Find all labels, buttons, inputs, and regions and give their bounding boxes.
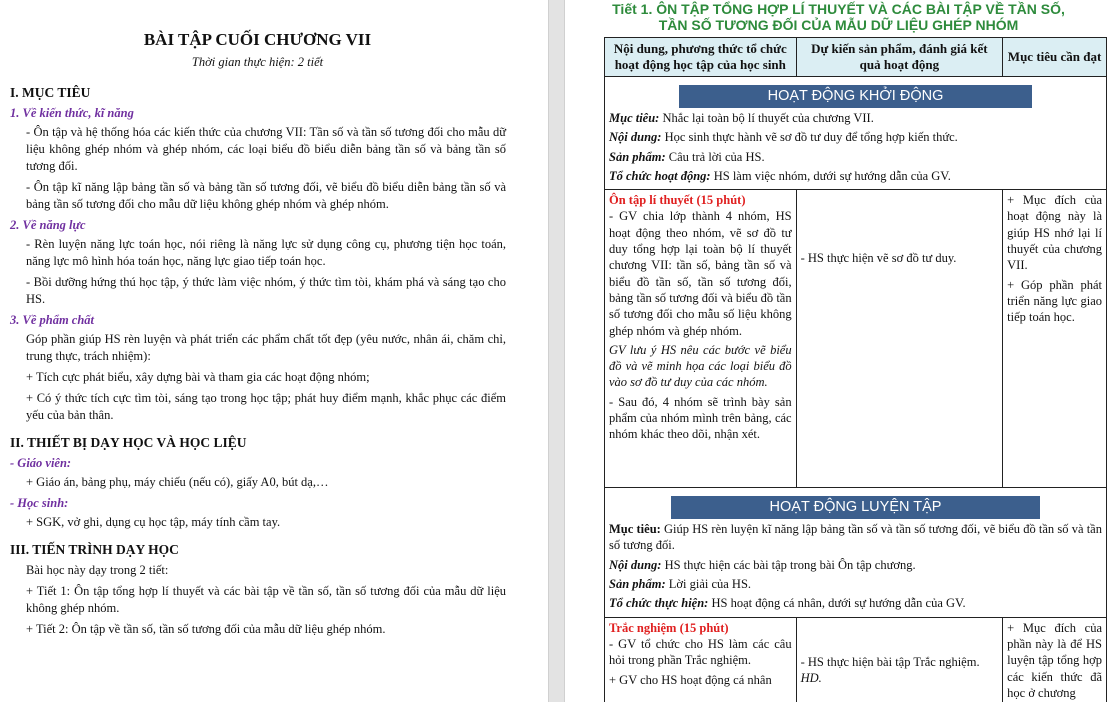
lesson-title-line: TẦN SỐ TƯƠNG ĐỐI CỦA MẪU DỮ LIỆU GHÉP NHÓM	[658, 17, 1019, 33]
paragraph: - GV chia lớp thành 4 nhóm, HS hoạt động theo nhóm, vẽ sơ đồ tư duy tổng hợp lại toàn bộ lí thuyết chương VII: tần số, bảng tần số và biểu đồ tần số, tần số tương đối, bảng tần số tương đối và biểu đồ tần số tương đối cho mẫu số liệu không ghép nhóm và ghép nhóm.	[609, 209, 792, 338]
paragraph: - HS thực hiện bài tập Trắc nghiệm.	[800, 654, 980, 669]
activity-banner: HOẠT ĐỘNG LUYỆN TẬP	[671, 496, 1040, 519]
value: Giúp HS rèn luyện kĩ năng lập bảng tần số và tần số tương đối, vẽ biểu đồ tần số và tần số tương đối.	[609, 522, 1102, 553]
paragraph: + Tiết 2: Ôn tập về tần số, tần số tương đối của mẫu dữ liệu ghép nhóm.	[26, 622, 386, 636]
column-header: Dự kiến sản phẩm, đánh giá kết quả hoạt động	[796, 38, 1003, 77]
product-cell	[796, 617, 1003, 702]
value: Học sinh thực hành vẽ sơ đồ tư duy để tổng hợp kiến thức.	[661, 130, 958, 145]
paragraph: GV lưu ý HS nêu các bước vẽ biểu đồ và vẽ minh họa các loại biểu đồ vào sơ đồ tư duy của các nhóm.	[609, 342, 792, 390]
subheading: - Học sinh:	[10, 496, 69, 510]
paragraph: - Ôn tập kĩ năng lập bảng tần số và bảng tần số tương đối, vẽ biểu đồ biểu diễn bảng tần số và bảng tần số tương đối cho mẫu dữ liệu không ghép nhóm và ghép nhóm.	[26, 180, 506, 211]
paragraph: + Có ý thức tích cực tìm tòi, sáng tạo trong học tập; phát huy điểm mạnh, khắc phục các điểm yếu của bản thân.	[26, 391, 506, 422]
paragraph: + Góp phần phát triển năng lực giao tiếp toán học.	[1007, 277, 1102, 325]
paragraph: - Sau đó, 4 nhóm sẽ trình bày sản phẩm của nhóm mình trên bảng, các nhóm khác theo dõi, nhận xét.	[609, 394, 792, 442]
value: HS hoạt động cá nhân, dưới sự hướng dẫn của GV.	[708, 596, 966, 611]
product	[609, 149, 1102, 165]
paragraph: - HS thực hiện vẽ sơ đồ tư duy.	[800, 251, 957, 266]
activity-banner: HOẠT ĐỘNG KHỞI ĐỘNG	[679, 85, 1032, 108]
activity-section-row	[605, 77, 1107, 190]
lesson-title	[565, 1, 1112, 33]
activity-cell	[605, 617, 797, 702]
activity-section-row	[605, 488, 1107, 617]
paragraph: + Tích cực phát biểu, xây dựng bài và tham gia các hoạt động nhóm;	[26, 370, 370, 384]
subheading: 3. Về phẩm chất	[10, 313, 95, 327]
organization	[609, 595, 1102, 611]
content	[609, 129, 1102, 145]
page-gap	[548, 0, 565, 702]
label: Sản phẩm:	[609, 149, 666, 164]
label: Nội dung:	[609, 557, 662, 572]
section-heading: II. THIẾT BỊ DẠY HỌC VÀ HỌC LIỆU	[10, 435, 247, 450]
activity-heading: Ôn tập lí thuyết (15 phút)	[609, 193, 746, 208]
paragraph: Góp phần giúp HS rèn luyện và phát triển các phẩm chất tốt đẹp (yêu nước, nhân ái, chăm chỉ, trung thực, trách nhiệm):	[26, 332, 506, 363]
value: Lời giải của HS.	[665, 577, 752, 592]
value: Nhắc lại toàn bộ lí thuyết của chương VII.	[659, 111, 874, 125]
subheading: 2. Về năng lực	[10, 218, 86, 232]
lesson-plan-table	[604, 37, 1107, 702]
organization	[609, 168, 1102, 184]
paragraph: + Tiết 1: Ôn tập tổng hợp lí thuyết và các bài tập về tần số, tần số tương đối của mẫu dữ liệu không ghép nhóm.	[26, 584, 506, 615]
table-header-row	[605, 38, 1107, 77]
left-content	[10, 80, 506, 642]
paragraph: + GV cho HS hoạt động cá nhân	[609, 672, 772, 687]
paragraph: - Bồi dưỡng hứng thú học tập, ý thức làm việc nhóm, ý thức tìm tòi, khám phá và sáng tạo cho HS.	[26, 275, 506, 306]
label: Mục tiêu:	[609, 111, 660, 125]
activity-heading: Trắc nghiệm (15 phút)	[609, 620, 729, 635]
page-title: BÀI TẬP CUỐI CHƯƠNG VII	[143, 30, 372, 49]
paragraph: Bài học này dạy trong 2 tiết:	[26, 563, 169, 577]
value: HS làm việc nhóm, dưới sự hướng dẫn của GV.	[710, 168, 951, 183]
section-heading: III. TIẾN TRÌNH DẠY HỌC	[10, 542, 179, 557]
objective-cell	[1003, 190, 1107, 488]
table-row	[605, 190, 1107, 488]
activity-cell	[605, 190, 797, 488]
subheading: - Giáo viên:	[10, 456, 72, 470]
label: Nội dung:	[609, 130, 662, 145]
content	[609, 557, 1102, 573]
value: HS thực hiện các bài tập trong bài Ôn tập chương.	[661, 557, 916, 572]
document-page-left	[0, 0, 548, 702]
objective	[609, 110, 1102, 126]
label: Sản phẩm:	[609, 577, 666, 592]
label: Mục tiêu:	[609, 522, 661, 537]
subheading: 1. Về kiến thức, kĩ năng	[10, 106, 134, 120]
paragraph: + Giáo án, bảng phụ, máy chiếu (nếu có), giấy A0, bút dạ,…	[26, 475, 329, 489]
value: Câu trả lời của HS.	[665, 149, 765, 164]
objective	[609, 521, 1102, 554]
document-page-right	[565, 0, 1112, 702]
label: Tổ chức hoạt động:	[609, 168, 711, 183]
table-row	[605, 617, 1107, 702]
product	[609, 576, 1102, 592]
paragraph: - Ôn tập và hệ thống hóa các kiến thức của chương VII: Tần số và tần số tương đối cho mẫu dữ liệu không ghép nhóm và ghép nhóm, các loại biểu đồ biểu diễn bảng tần số và bảng tần số tương đối.	[26, 125, 506, 173]
lesson-title-line: Tiết 1. ÔN TẬP TỔNG HỢP LÍ THUYẾT VÀ CÁC BÀI TẬP VỀ TẦN SỐ,	[612, 1, 1065, 17]
paragraph: - Rèn luyện năng lực toán học, nói riêng là năng lực sử dụng công cụ, phương tiện học toán, năng lực mô hình hóa toán học, năng lực giao tiếp toán học.	[26, 237, 506, 268]
paragraph: + SGK, vở ghi, dụng cụ học tập, máy tính cầm tay.	[26, 515, 281, 529]
label: Tổ chức thực hiện:	[609, 596, 709, 611]
column-header: Nội dung, phương thức tổ chức hoạt động học tập của học sinh	[605, 38, 797, 77]
paragraph: HD.	[800, 670, 822, 685]
product-cell	[796, 190, 1003, 488]
page-subtitle: Thời gian thực hiện: 2 tiết	[191, 55, 324, 69]
objective-cell: + Mục đích của phần này là để HS luyện tập tổng hợp các kiến thức đã học ở chương	[1003, 617, 1107, 702]
column-header: Mục tiêu cần đạt	[1003, 38, 1107, 77]
paragraph: + Mục đích của hoạt động này là giúp HS nhớ lại lí thuyết của chương VII.	[1007, 193, 1102, 273]
section-heading: I. MỤC TIÊU	[10, 85, 91, 100]
paragraph: - GV tổ chức cho HS làm các câu hỏi trong phần Trắc nghiệm.	[609, 636, 792, 668]
